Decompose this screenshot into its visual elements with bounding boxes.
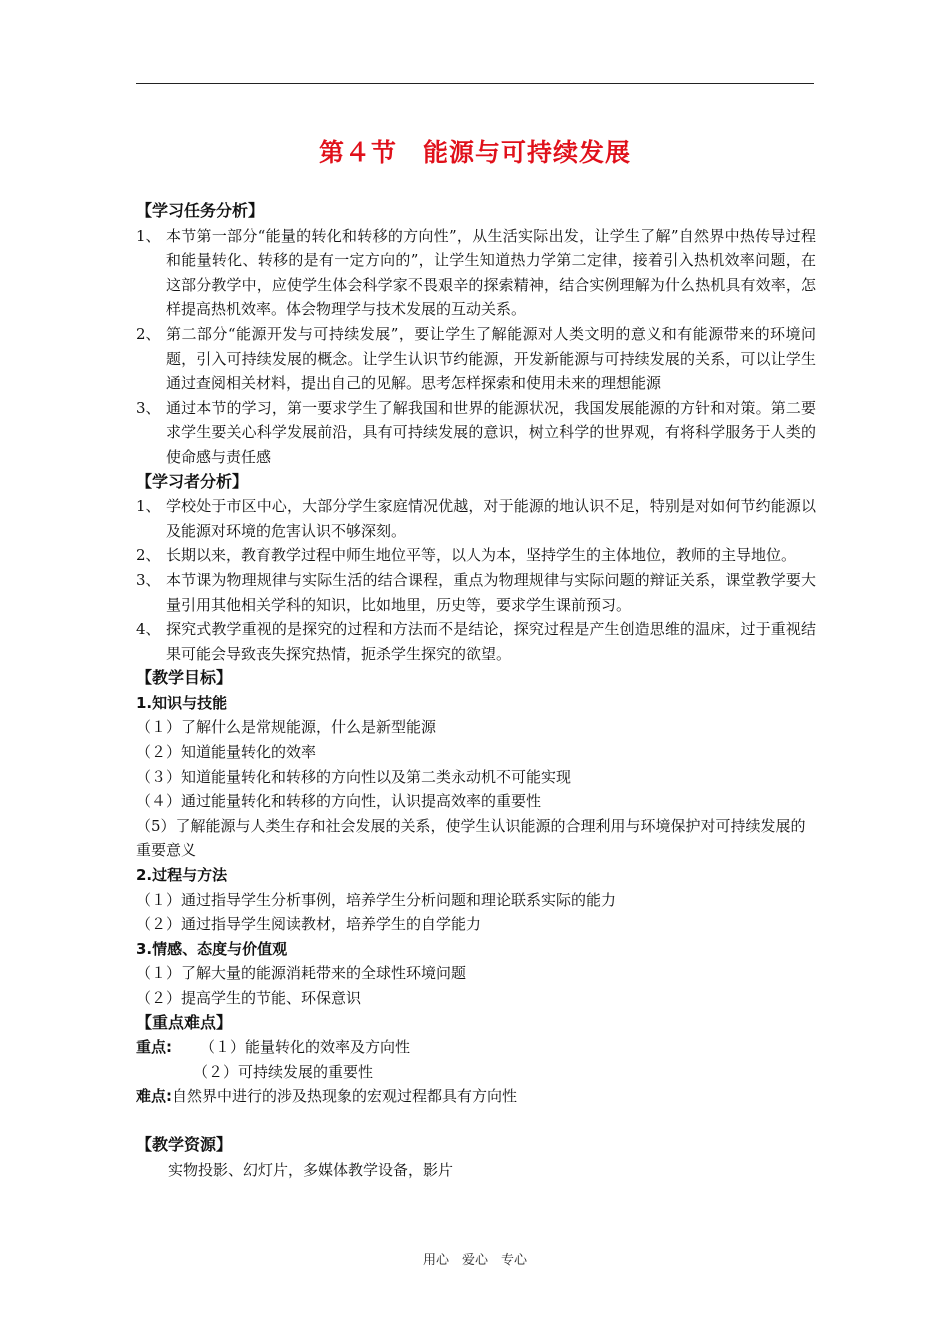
list-item xyxy=(136,396,816,470)
objective-line: （４）通过能量转化和转移的方向性，认识提高效率的重要性 xyxy=(136,792,542,811)
objective-line: （１）了解大量的能源消耗带来的全球性环境问题 xyxy=(136,964,467,983)
item-text: 本节第一部分“能量的转化和转移的方向性”，从生活实际出发，让学生了解”自然界中热传导过程和能量转化、转移的是有一定方向的”，让学生知道热力学第二定律，接着引入热机效率问题，在这部分教学中，应使学生体会科学家不畏艰辛的探索精神，结合实例理解为什么热机具有效率，怎样提高热机效率。体会物理学与技术发展的互动关系。 xyxy=(166,226,816,319)
item-text: 第二部分“能源开发与可持续发展”，要让学生了解能源对人类文明的意义和有能源带来的环境问题，引入可持续发展的概念。让学生认识节约能源，开发新能源与可持续发展的关系，可以让学生通过查阅相关材料，提出自己的见解。思考怎样探索和使用未来的理想能源 xyxy=(166,324,816,393)
objective-line: （１）通过指导学生分析事例，培养学生分析问题和理论联系实际的能力 xyxy=(136,890,617,909)
list-item xyxy=(136,224,816,322)
key-points-heading: 【重点难点】 xyxy=(136,1012,233,1032)
list-item xyxy=(136,494,816,543)
list-item xyxy=(136,568,816,617)
item-text: 长期以来，教育教学过程中师生地位平等，以人为本，坚持学生的主体地位，教师的主导地位。 xyxy=(166,546,797,565)
item-number: 4、 xyxy=(136,620,161,639)
attitude-subheading: 3.情感、态度与价值观 xyxy=(136,939,288,958)
objective-line: （２）提高学生的节能、环保意识 xyxy=(136,989,362,1007)
resources-heading: 【教学资源】 xyxy=(136,1134,233,1154)
objective-line: （２）知道能量转化的效率 xyxy=(136,743,317,762)
document-body xyxy=(136,199,816,1182)
task-analysis-heading: 【学习任务分析】 xyxy=(136,201,265,220)
item-text: 通过本节的学习，第一要求学生了解我国和世界的能源状况，我国发展能源的方针和对策。第二要求学生要关心科学发展前沿，具有可持续发展的意识，树立科学的世界观，有将科学服务于人类的使命感与责任感 xyxy=(166,398,816,466)
objective-line: （２）通过指导学生阅读教材，培养学生的自学能力 xyxy=(136,915,482,934)
item-text: 学校处于市区中心，大部分学生家庭情况优越，对于能源的地认识不足，特别是对如何节约能源以及能源对环境的危害认识不够深刻。 xyxy=(166,497,816,540)
objective-line: （5）了解能源与人类生存和社会发展的关系，使学生认识能源的合理利用与环境保护对可持续发展的重要意义 xyxy=(136,816,806,860)
item-number: 1、 xyxy=(136,497,161,516)
item-number: 3、 xyxy=(136,398,161,417)
item-number: 2、 xyxy=(136,324,161,343)
difficult-point-label: 难点: xyxy=(136,1087,172,1106)
page-title: 第４节 能源与可持续发展 xyxy=(318,138,631,167)
header-rule xyxy=(136,83,814,84)
list-item xyxy=(136,322,816,396)
item-number: 3、 xyxy=(136,570,161,589)
key-point-text: （１）能量转化的效率及方向性 xyxy=(200,1038,411,1057)
key-point-label: 重点: xyxy=(136,1038,172,1057)
list-item xyxy=(136,617,816,666)
key-point-text: （２）可持续发展的重要性 xyxy=(193,1062,374,1081)
item-number: 1、 xyxy=(136,226,161,245)
objectives-heading: 【教学目标】 xyxy=(136,668,233,688)
difficult-point-text: 自然界中进行的涉及热现象的宏观过程都具有方向性 xyxy=(172,1087,518,1106)
difficult-point-row xyxy=(136,1084,816,1109)
item-text: 探究式教学重视的是探究的过程和方法而不是结论，探究过程是产生创造思维的温床，过于重视结果可能会导致丧失探究热情，扼杀学生探究的欲望。 xyxy=(166,620,816,663)
learner-analysis-heading: 【学习者分析】 xyxy=(136,471,249,491)
key-point-row xyxy=(136,1035,816,1060)
objective-line: （１）了解什么是常规能源，什么是新型能源 xyxy=(136,718,437,737)
process-subheading: 2.过程与方法 xyxy=(136,866,228,885)
knowledge-subheading: 1.知识与技能 xyxy=(136,693,228,712)
item-text: 本节课为物理规律与实际生活的结合课程，重点为物理规律与实际问题的辩证关系，课堂教学要大量引用其他相关学科的知识，比如地里，历史等，要求学生课前预习。 xyxy=(166,570,816,614)
resources-text: 实物投影、幻灯片，多媒体教学设备，影片 xyxy=(168,1160,454,1179)
item-number: 2、 xyxy=(136,546,161,565)
page-footer: 用心 爱心 专心 xyxy=(422,1253,527,1268)
objective-line: （３）知道能量转化和转移的方向性以及第二类永动机不可能实现 xyxy=(136,767,572,786)
list-item xyxy=(136,543,816,568)
